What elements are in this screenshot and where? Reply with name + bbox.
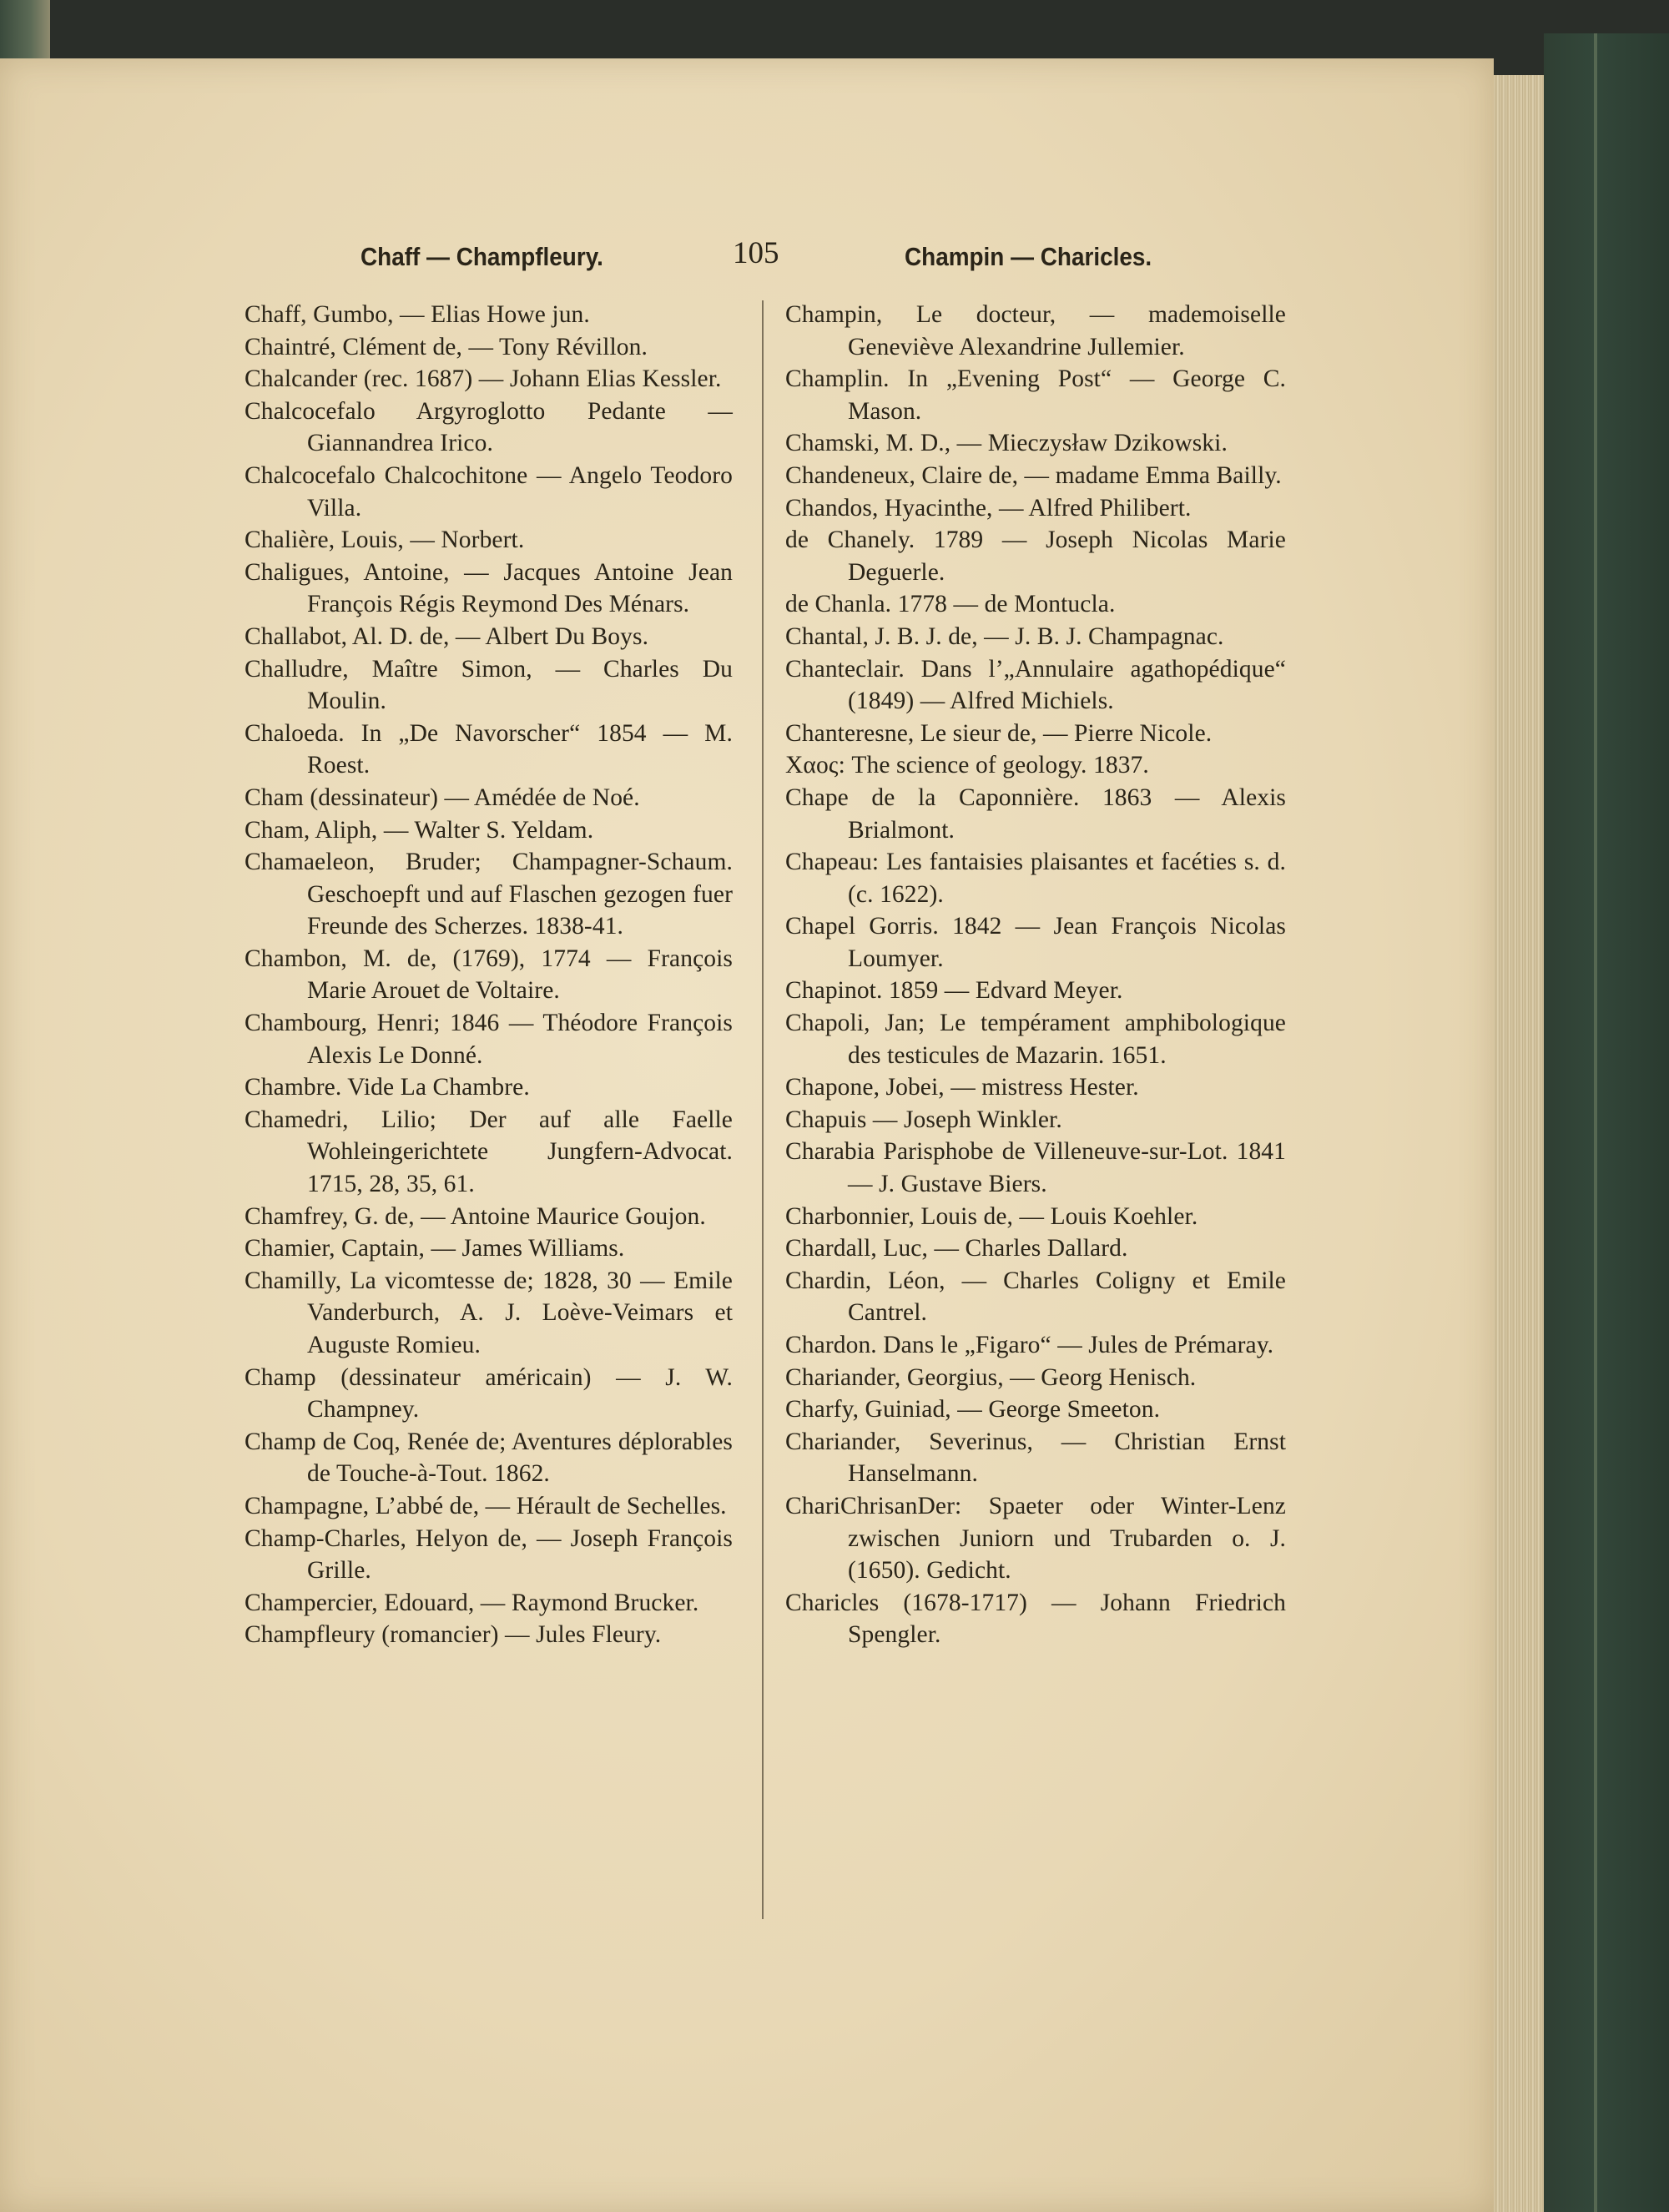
entry: Challabot, Al. D. de, — Albert Du Boys.	[245, 622, 649, 650]
entry: Chaff, Gumbo, — Elias Howe jun.	[245, 301, 590, 328]
left-running-title: Chaff — Champfleury.	[361, 242, 603, 271]
entry: de Chanely. 1789 — Joseph Nicolas Marie Deguerle.	[785, 527, 1286, 586]
entry: Charicles (1678-1717) — Johann Friedrich Spengler.	[785, 1589, 1286, 1649]
book-cover	[1544, 33, 1669, 2212]
entry: Chardon. Dans le „Figaro“ — Jules de Prémaray.	[785, 1332, 1274, 1358]
entry: Chapinot. 1859 — Edvard Meyer.	[785, 977, 1123, 1005]
entry: Champ de Coq, Renée de; Aventures déplorables de Touche-à-Tout. 1862.	[245, 1428, 733, 1488]
column-divider	[762, 300, 764, 1919]
left-column	[245, 299, 733, 1651]
entry: Chandos, Hyacinthe, — Alfred Philibert.	[785, 494, 1192, 522]
entry: Chamfrey, G. de, — Antoine Maurice Goujon.	[245, 1202, 706, 1230]
entry: Chanteresne, Le sieur de, — Pierre Nicole.	[785, 719, 1213, 747]
entry: Champ (dessinateur américain) — J. W. Champney.	[245, 1363, 733, 1423]
entry: Chalière, Louis, — Norbert.	[245, 527, 525, 554]
entry: Chanteclair. Dans l’„Annulaire agathopédique“ (1849) — Alfred Michiels.	[785, 655, 1286, 715]
entry: Chamski, M. D., — Mieczysław Dzikowski.	[785, 430, 1228, 457]
page-edges	[1494, 75, 1544, 2212]
entry: Chamedri, Lilio; Der auf alle Faelle Wohleingerichtete Jungfern-Advocat. 1715, 28, 35, 61.	[245, 1106, 733, 1198]
entry: Chardall, Luc, — Charles Dallard.	[785, 1235, 1128, 1262]
entry: Chape de la Caponnière. 1863 — Alexis Brialmont.	[785, 784, 1286, 844]
entry: Chariander, Georgius, — Georg Henisch.	[785, 1363, 1197, 1391]
entry: Champin, Le docteur, — mademoiselle Geneviève Alexandrine Jullemier.	[785, 301, 1286, 360]
entry: Challudre, Maître Simon, — Charles Du Moulin.	[245, 655, 733, 715]
entry: Chariander, Severinus, — Christian Ernst Hanselmann.	[785, 1428, 1286, 1488]
entry: Chambon, M. de, (1769), 1774 — François Marie Arouet de Voltaire.	[245, 945, 733, 1005]
entry: Chambourg, Henri; 1846 — Théodore François Alexis Le Donné.	[245, 1010, 733, 1069]
entry: Champfleury (romancier) — Jules Fleury.	[245, 1621, 662, 1649]
entry: Chaligues, Antoine, — Jacques Antoine Jean François Régis Reymond Des Ménars.	[245, 558, 733, 618]
entry: Chantal, J. B. J. de, — J. B. J. Champagnac.	[785, 622, 1224, 650]
entry: Chapel Gorris. 1842 — Jean François Nicolas Loumyer.	[785, 913, 1286, 972]
running-header	[0, 235, 1494, 277]
entry: Chapoli, Jan; Le tempérament amphibologique des testicules de Mazarin. 1651.	[785, 1010, 1286, 1069]
entry: de Chanla. 1778 — de Montucla.	[785, 591, 1116, 618]
entry: ChariChrisanDer: Spaeter oder Winter-Lenz zwischen Juniorn und Trubarden o. J. (1650). Gedicht.	[785, 1492, 1286, 1585]
entry: Charfy, Guiniad, — George Smeeton.	[785, 1396, 1161, 1423]
entry: Χαος: The science of geology. 1837.	[785, 752, 1149, 779]
entry: Cham, Aliph, — Walter S. Yeldam.	[245, 816, 594, 844]
entry: Champ-Charles, Helyon de, — Joseph François Grille.	[245, 1524, 733, 1585]
entry: Champercier, Edouard, — Raymond Brucker.	[245, 1589, 699, 1616]
entry: Chapone, Jobei, — mistress Hester.	[785, 1074, 1139, 1101]
page-number: 105	[733, 236, 779, 270]
entry: Cham (dessinateur) — Amédée de Noé.	[245, 784, 640, 811]
entry: Charabia Parisphobe de Villeneuve-sur-Lot. 1841 — J. Gustave Biers.	[785, 1138, 1286, 1198]
entry: Chardin, Léon, — Charles Coligny et Emile Cantrel.	[785, 1267, 1286, 1327]
entry: Chamaeleon, Bruder; Champagner-Schaum. Geschoepft und auf Flaschen gezogen fuer Freunde des Scherzes. 1838-41.	[245, 849, 733, 940]
entry: Chambre. Vide La Chambre.	[245, 1074, 530, 1101]
entry: Chandeneux, Claire de, — madame Emma Bailly.	[785, 461, 1282, 489]
entry: Chalcocefalo Argyroglotto Pedante — Giannandrea Irico.	[245, 397, 733, 457]
entry: Champagne, L’abbé de, — Hérault de Sechelles.	[245, 1492, 727, 1519]
entry: Chaloeda. In „De Navorscher“ 1854 — M. Roest.	[245, 719, 733, 779]
entry: Chapeau: Les fantaisies plaisantes et facéties s. d. (c. 1622).	[785, 849, 1286, 908]
right-running-title: Champin — Charicles.	[905, 242, 1152, 271]
entry: Chapuis — Joseph Winkler.	[785, 1106, 1062, 1133]
right-column	[785, 299, 1286, 1651]
entry: Chalcocefalo Chalcochitone — Angelo Teodoro Villa.	[245, 461, 733, 522]
entry: Chamilly, La vicomtesse de; 1828, 30 — Emile Vanderburch, A. J. Loève-Veimars et Auguste Romieu.	[245, 1267, 733, 1358]
entry: Chaintré, Clément de, — Tony Révillon.	[245, 333, 648, 360]
entry: Champlin. In „Evening Post“ — George C. Mason.	[785, 365, 1286, 425]
entry: Chalcander (rec. 1687) — Johann Elias Kessler.	[245, 365, 722, 393]
entry: Chamier, Captain, — James Williams.	[245, 1235, 625, 1262]
entry: Charbonnier, Louis de, — Louis Koehler.	[785, 1202, 1198, 1230]
